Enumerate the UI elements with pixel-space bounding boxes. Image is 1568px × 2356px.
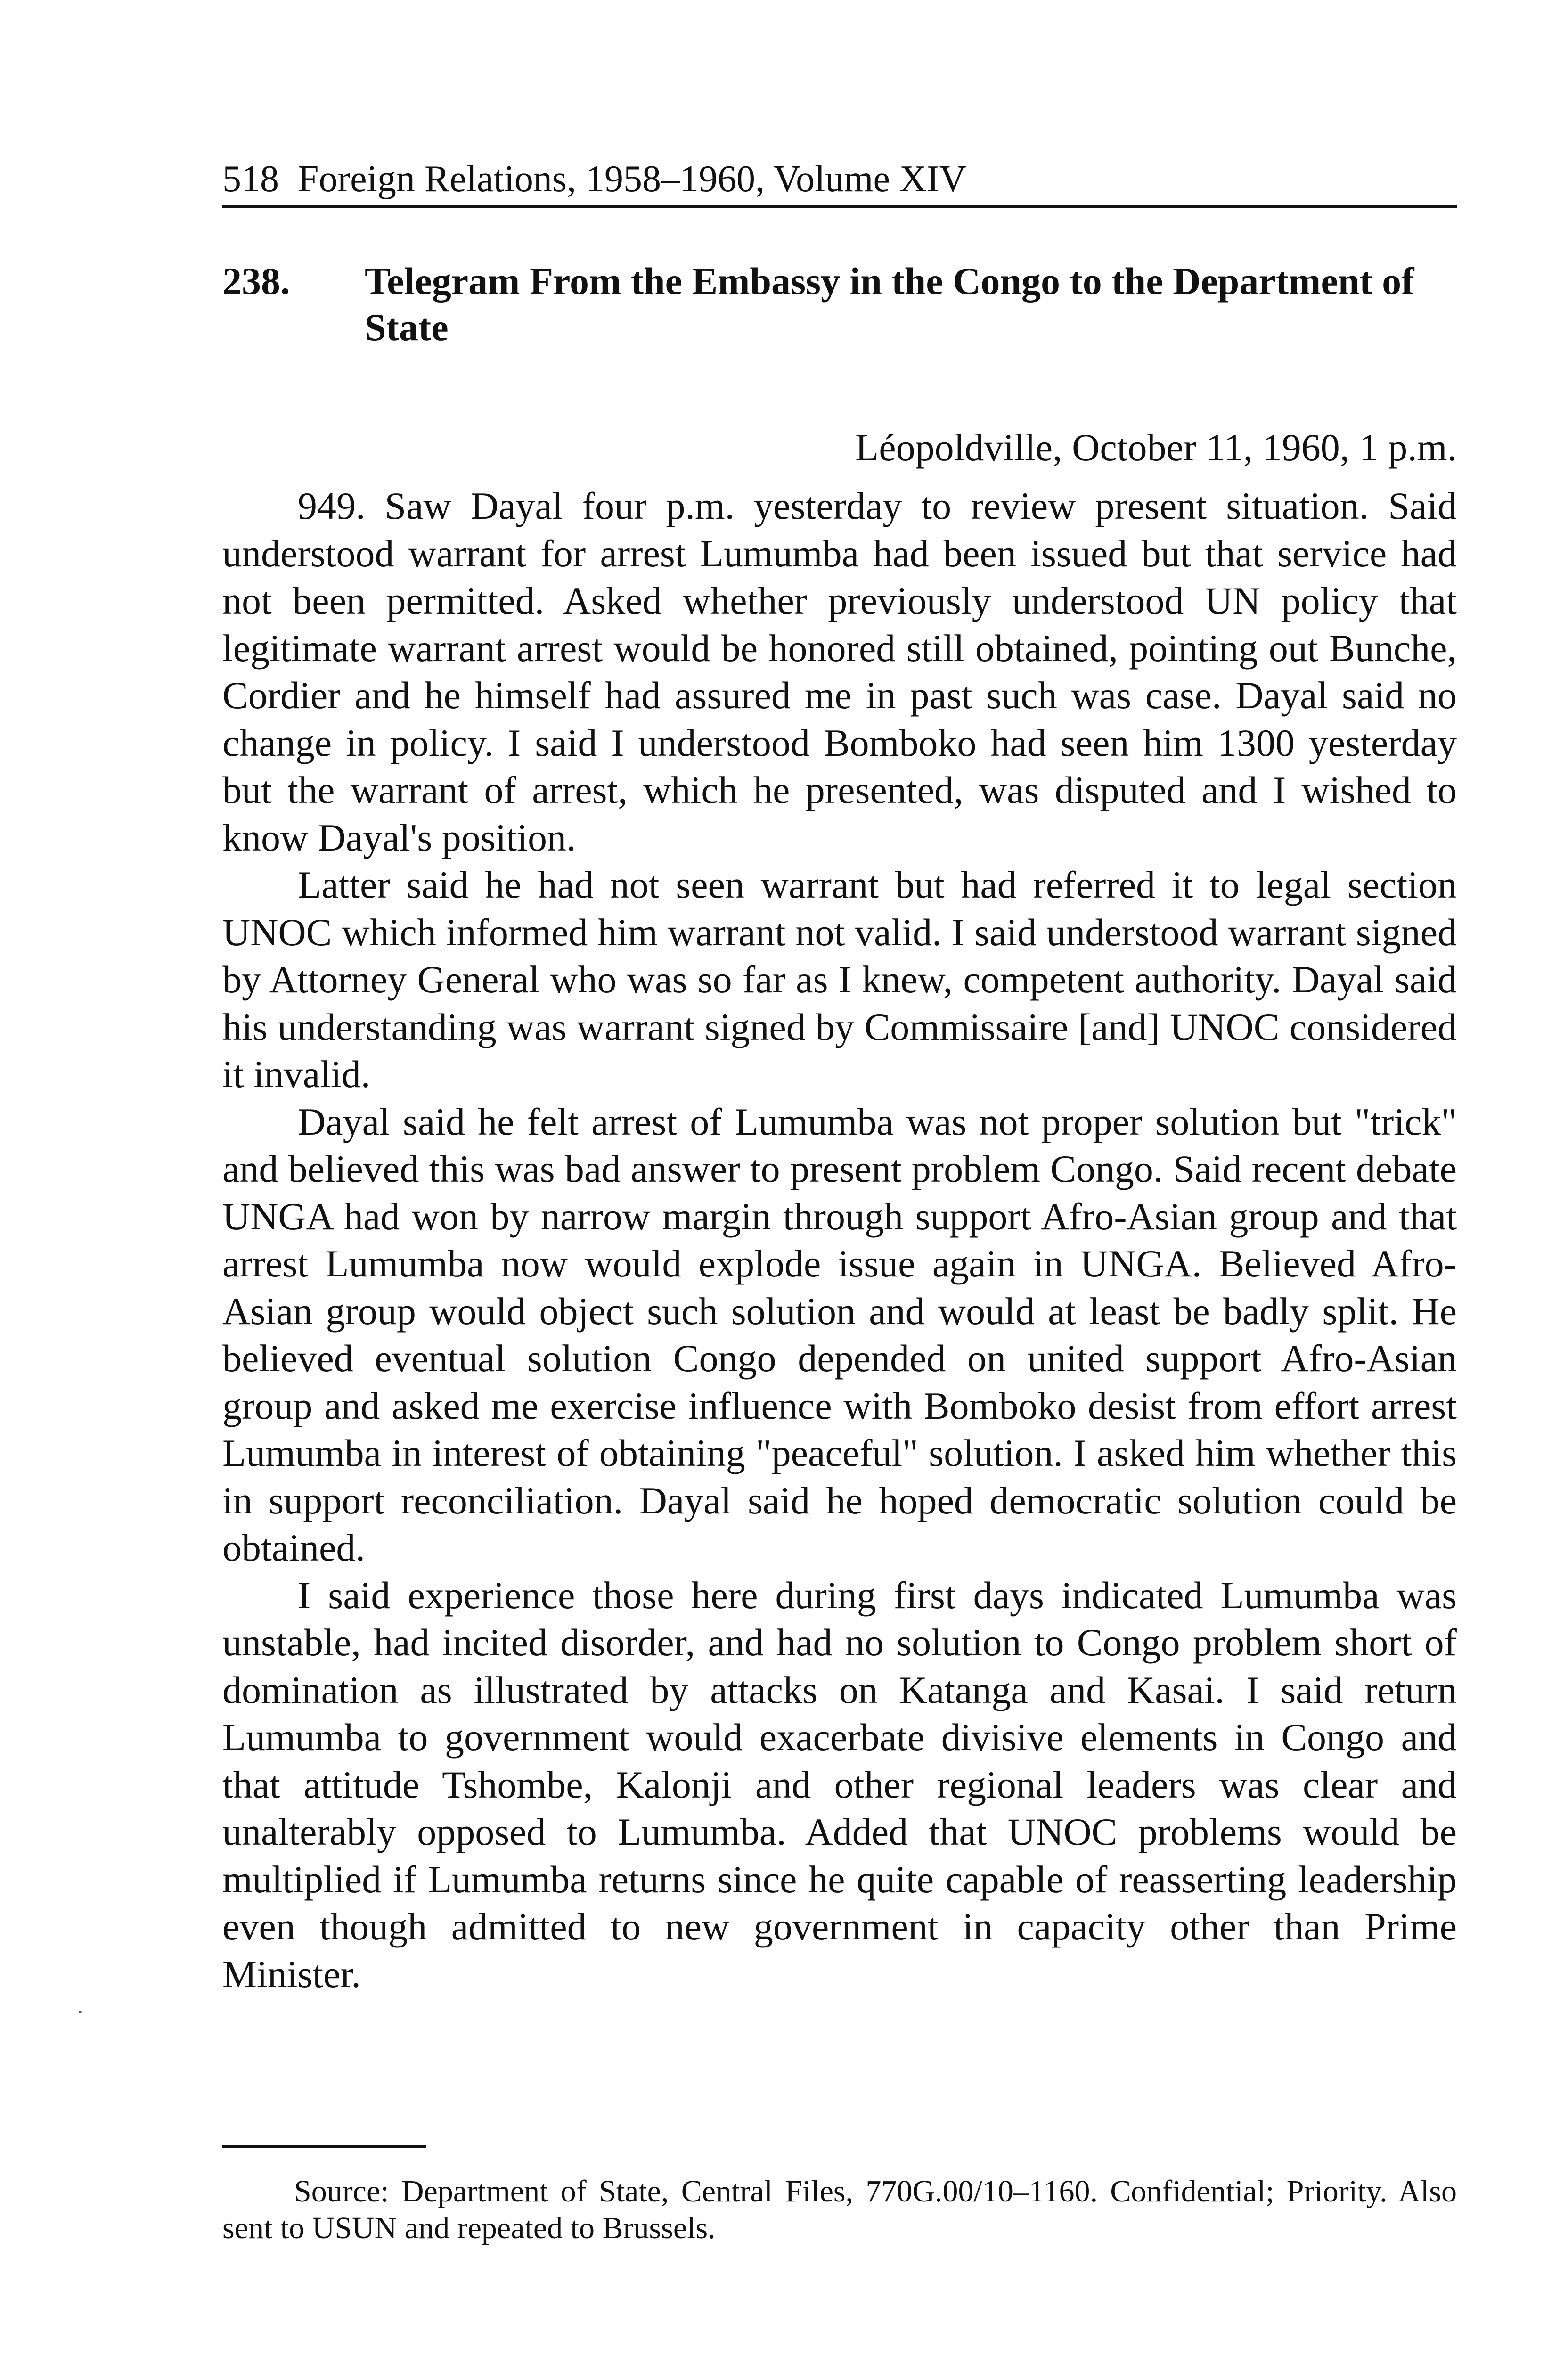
telegram-body xyxy=(222,483,1457,1998)
footnote-rule xyxy=(222,2145,426,2148)
margin-mark xyxy=(79,2011,82,2013)
running-head xyxy=(222,155,1423,203)
running-head-title: Foreign Relations, 1958–1960, Volume XIV xyxy=(298,158,967,200)
body-paragraph: Latter said he had not seen warrant but had referred it to legal section UNOC which informed him warrant not valid. I said understood warrant signed by Attorney General who was so far as I knew, competent authority. Dayal said his understanding was warrant signed by Commissaire [and] UNOC considered it invalid. xyxy=(222,863,1457,1096)
page-number: 518 xyxy=(222,158,279,200)
body-paragraph: Dayal said he felt arrest of Lumumba was not proper solution but "trick" and believed this was bad answer to present problem Congo. Said recent debate UNGA had won by narrow margin through support Afro-Asian group and that arrest Lumumba now would explode issue again in UNGA. Believed Afro-Asian group would object such solution and would at least be badly split. He believed eventual solution Congo depended on united support Afro-Asian group and asked me exercise influence with Bomboko desist from effort arrest Lumumba in interest of obtaining "peaceful" solution. I asked him whether this in support reconciliation. Dayal said he hoped democratic solution could be obtained. xyxy=(222,1100,1457,1569)
source-footnote xyxy=(222,2173,1457,2247)
dateline: Léopoldville, October 11, 1960, 1 p.m. xyxy=(855,426,1457,469)
header-rule xyxy=(222,205,1457,208)
document-title: Telegram From the Embassy in the Congo to the Department of State xyxy=(365,260,1414,349)
footnote-text: Source: Department of State, Central Files, 770G.00/10–1160. Confidential; Priority. Also sent to USUN and repeated to Brussels. xyxy=(222,2174,1457,2245)
document-number: 238. xyxy=(222,260,290,303)
body-paragraph: 949. Saw Dayal four p.m. yesterday to review present situation. Said understood warrant for arrest Lumumba had been issued but that service had not been permitted. Asked whether previously understood UN policy that legitimate warrant arrest would be honored still obtained, pointing out Bunche, Cordier and he himself had assured me in past such was case. Dayal said no change in policy. I said I understood Bomboko had seen him 1300 yesterday but the warrant of arrest, which he presented, was disputed and I wished to know Dayal's position. xyxy=(222,484,1457,859)
body-paragraph: I said experience those here during first days indicated Lumumba was unstable, had incited disorder, and had no solution to Congo problem short of domination as illustrated by attacks on Katanga and Kasai. I said return Lumumba to government would exacerbate divisive elements in Congo and that attitude Tshombe, Kalonji and other regional leaders was clear and unalterably opposed to Lumumba. Added that UNOC problems would be multiplied if Lumumba returns since he quite capable of reasserting leadership even though admitted to new government in capacity other than Prime Minister. xyxy=(222,1573,1457,1996)
